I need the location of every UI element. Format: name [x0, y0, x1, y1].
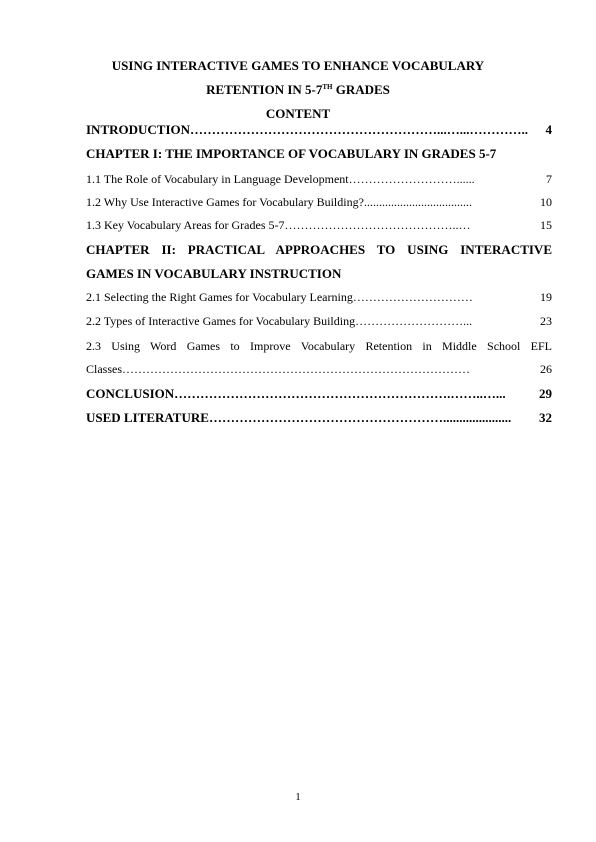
- toc-page-number: 10: [540, 195, 552, 209]
- title-line-2-suffix: GRADES: [332, 82, 390, 97]
- toc-leader-dots: ……………………………………..…: [284, 218, 471, 232]
- toc-entry-2-3-line-2: [86, 362, 552, 377]
- toc-leader-dots: ……………………………………………………………………………: [122, 362, 470, 376]
- toc-label: 1.1 The Role of Vocabulary in Language Development: [86, 172, 349, 186]
- toc-leader-dots: …………………………………………………...…...…………..: [190, 122, 529, 137]
- toc-entry-chapter-2-line-2: [86, 266, 552, 282]
- page-number: 1: [295, 791, 301, 803]
- toc-page-number: 19: [540, 290, 552, 304]
- toc-label: INTRODUCTION: [86, 122, 191, 137]
- toc-leader-dots: ……………………………………………………….……..…...: [174, 386, 506, 401]
- document-title-line-1: USING INTERACTIVE GAMES TO ENHANCE VOCABULARY: [111, 58, 485, 73]
- content-heading: CONTENT: [265, 106, 331, 121]
- toc-entry-introduction: [86, 122, 552, 138]
- toc-entry-used-literature: [86, 410, 552, 426]
- toc-leader-dots: ....................................: [363, 195, 472, 209]
- toc-page-number: 29: [539, 386, 552, 401]
- toc-label: 1.3 Key Vocabulary Areas for Grades 5-7: [86, 218, 285, 232]
- toc-entry-conclusion: [86, 386, 552, 402]
- toc-entry-1-3: [86, 218, 552, 233]
- toc-page-number: 7: [546, 172, 552, 186]
- toc-entry-2-2: [86, 314, 552, 329]
- toc-leader-dots: ……………………………………………….....................: [208, 410, 512, 425]
- toc-label: 1.2 Why Use Interactive Games for Vocabulary Building?: [86, 195, 364, 209]
- toc-leader-dots: ………………………......: [348, 172, 475, 186]
- toc-entry-2-1: [86, 290, 552, 305]
- title-line-2-text: RETENTION IN 5-7: [206, 82, 323, 97]
- toc-label: Classes: [86, 362, 122, 376]
- toc-label: CHAPTER I: THE IMPORTANCE OF VOCABULARY IN GRADES 5-7: [86, 146, 497, 161]
- title-superscript: TH: [322, 83, 333, 91]
- toc-label: USED LITERATURE: [86, 410, 209, 425]
- toc-page-number: 32: [539, 410, 552, 425]
- toc-entry-2-3-line-1: 2.3 Using Word Games to Improve Vocabulary Retention in Middle School EFL: [86, 339, 552, 353]
- toc-entry-chapter-1: [86, 146, 552, 162]
- toc-entry-chapter-2-line-1: CHAPTER II: PRACTICAL APPROACHES TO USING INTERACTIVE: [86, 242, 552, 257]
- toc-page-number: 23: [540, 314, 552, 328]
- toc-entry-1-1: [86, 172, 552, 187]
- toc-page-number: 26: [540, 362, 552, 376]
- document-title-line-2: [0, 82, 596, 98]
- toc-page-number: 4: [545, 122, 552, 137]
- toc-label: 2.1 Selecting the Right Games for Vocabulary Learning: [86, 290, 353, 304]
- toc-label: GAMES IN VOCABULARY INSTRUCTION: [86, 266, 342, 281]
- toc-leader-dots: …………………………: [352, 290, 473, 304]
- toc-page-number: 15: [540, 218, 552, 232]
- toc-leader-dots: ………………………...: [355, 314, 473, 328]
- toc-entry-1-2: [86, 195, 552, 210]
- toc-label: CONCLUSION: [86, 386, 175, 401]
- toc-label: 2.2 Types of Interactive Games for Vocabulary Building: [86, 314, 356, 328]
